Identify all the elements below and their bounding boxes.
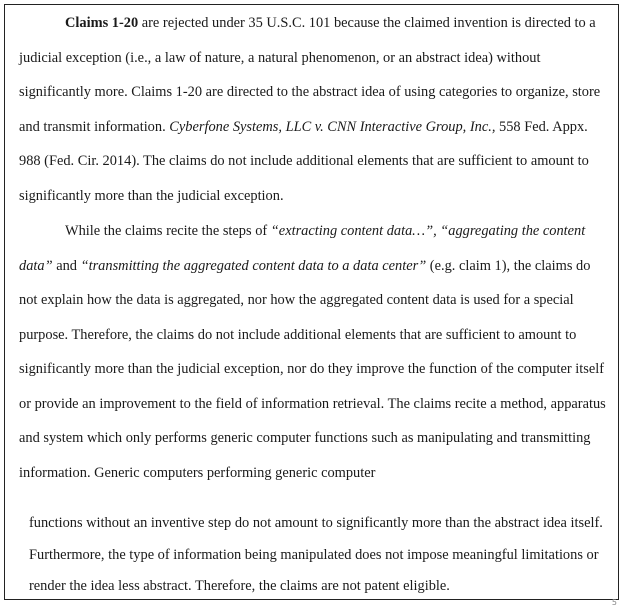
case-citation: Cyberfone Systems, LLC v. CNN Interactive Group, Inc.,: [169, 118, 496, 135]
paragraph-analysis: [19, 214, 609, 490]
claim-quote-1: “extracting content data…”, “aggregating the content data”: [19, 223, 586, 274]
paragraph1-text-a: are rejected under 35 U.S.C. 101 because the claimed invention is directed to a judicial exception (i.e., a law of nature, a natural phenomenon, or an abstract idea) without significantly more. Claims 1-20 are directed to the abstract idea of using categories to organize, store and transmit information.: [19, 15, 601, 135]
paragraph2-text-c: (e.g. claim 1), the claims do not explain how the data is aggregated, nor how the aggregated content data is used for a special purpose. Therefore, the claims do not include additional elements that are sufficient to amount to significantly more than the judicial exception, nor do they improve the function of the computer itself or provide an improvement to the field of information retrieval. The claims recite a method, apparatus and system which only performs generic computer functions such as manipulating and transmitting information. Generic computers performing generic computer: [19, 257, 606, 481]
paragraph1-text-b: 558 Fed. Appx. 988 (Fed. Cir. 2014). The claims do not include additional elements that are sufficient to amount to significantly more than the judicial exception.: [19, 118, 589, 204]
claim-quote-2: “transmitting the aggregated content data to a data center”: [80, 257, 427, 274]
paragraph2-text-b: and: [52, 257, 81, 274]
paragraph-continuation: functions without an inventive step do not amount to significantly more than the abstract idea itself. Furthermore, the type of information being manipulated does not impose meaningful limitations or render the idea less abstract. Therefore, the claims are not patent eligible.: [29, 515, 603, 594]
paragraph2-text-a: While the claims recite the steps of: [65, 223, 271, 239]
page-number: 5: [611, 598, 617, 607]
claims-lead: Claims 1-20: [65, 15, 139, 31]
paragraph-rejection: [19, 6, 609, 213]
